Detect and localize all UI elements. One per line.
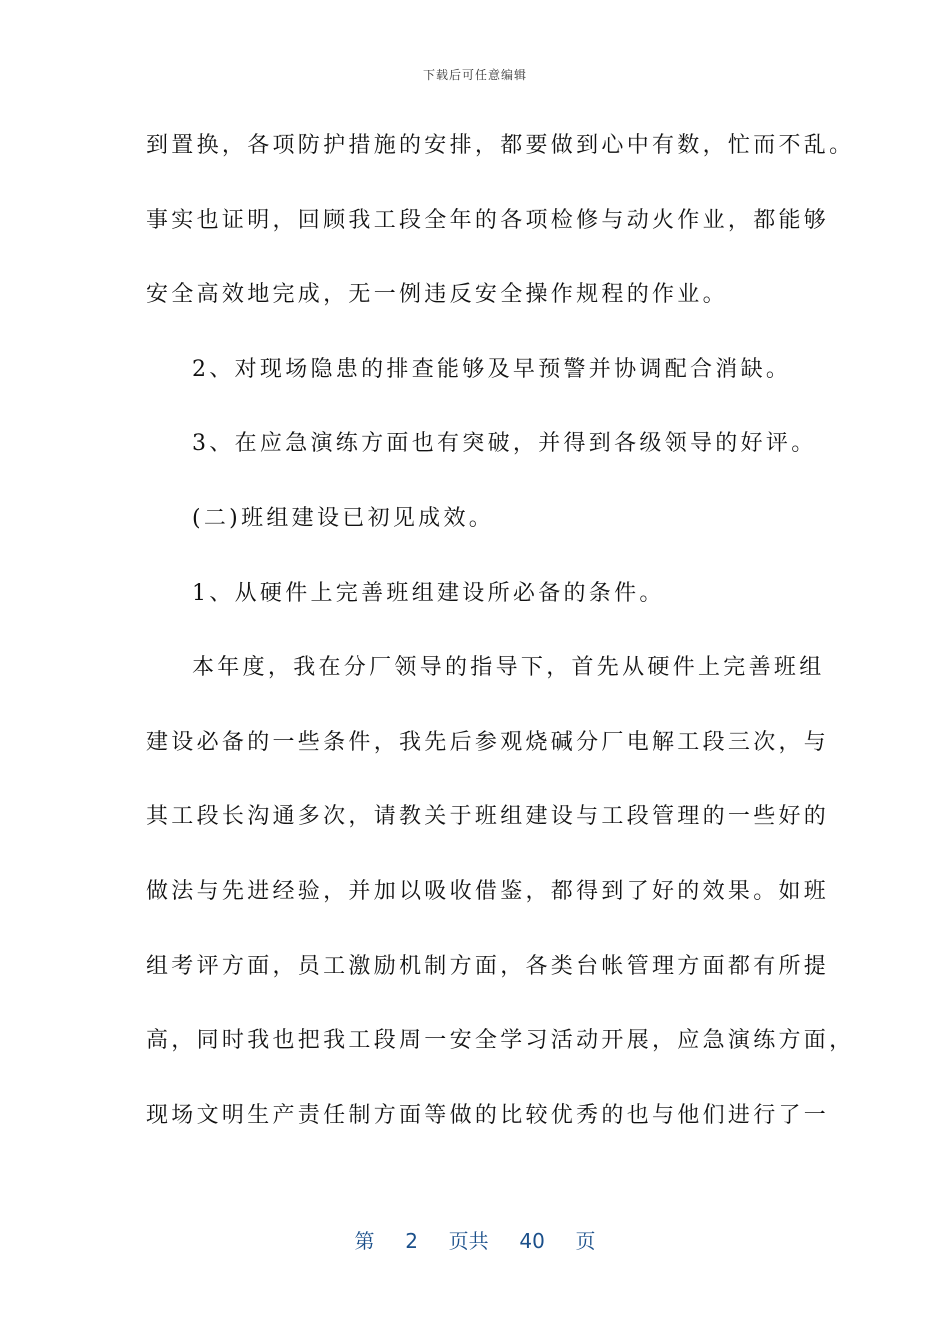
list-item: 2、对现场隐患的排查能够及早预警并协调配合消缺。 [192,356,792,382]
page-header: 下载后可任意编辑 [422,68,527,82]
body-line: 其工段长沟通多次，请教关于班组建设与工段管理的一些好的 [146,804,830,830]
page-footer [0,1225,950,1254]
body-line: 做法与先进经验，并加以吸收借鉴，都得到了好的效果。如班 [146,878,830,904]
footer-prefix: 第 [354,1229,375,1253]
paragraph-start: 本年度，我在分厂领导的指导下，首先从硬件上完善班组 [192,655,825,681]
body-line: 现场文明生产责任制方面等做的比较优秀的也与他们进行了一 [146,1102,830,1128]
body-line: 建设必备的一些条件，我先后参观烧碱分厂电解工段三次，与 [146,729,830,755]
current-page-number: 2 [405,1229,418,1253]
body-line: 事实也证明，回顾我工段全年的各项检修与动火作业，都能够 [146,207,830,233]
document-body [146,122,855,1166]
body-line: 组考评方面，员工激励机制方面，各类台帐管理方面都有所提 [146,953,830,979]
total-page-count: 40 [519,1229,545,1253]
body-line: 安全高效地完成，无一例违反安全操作规程的作业。 [146,282,728,308]
list-item: 3、在应急演练方面也有突破，并得到各级领导的好评。 [192,431,817,457]
footer-middle: 页共 [448,1229,489,1253]
section-heading: (二)班组建设已初见成效。 [192,505,495,531]
footer-suffix: 页 [575,1229,596,1253]
list-item: 1、从硬件上完善班组建设所必备的条件。 [192,580,665,606]
body-line: 高，同时我也把我工段周一安全学习活动开展，应急演练方面， [146,1028,855,1054]
body-line: 到置换，各项防护措施的安排，都要做到心中有数，忙而不乱。 [146,133,855,158]
